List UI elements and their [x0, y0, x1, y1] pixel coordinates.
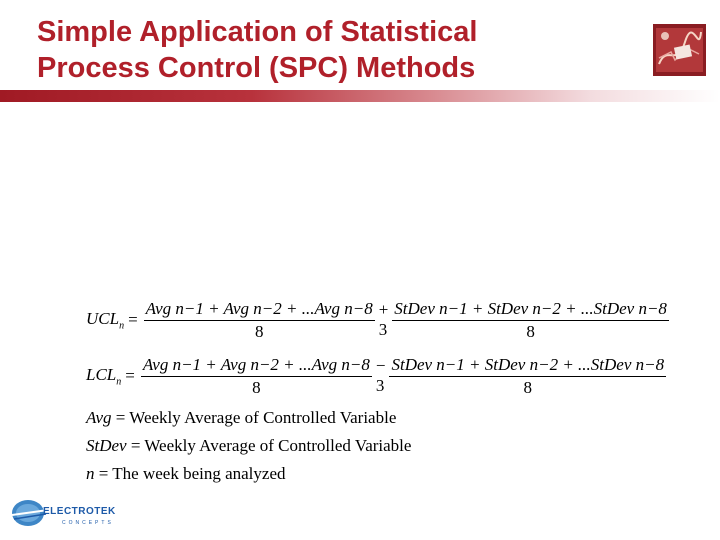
ucl-stdev-denominator: 8 — [526, 321, 535, 341]
spc-formula-block — [86, 292, 667, 488]
lcl-avg-denominator: 8 — [252, 377, 261, 397]
lcl-avg-fraction — [141, 354, 372, 399]
lcl-stdev-denominator: 8 — [523, 377, 533, 397]
lcl-stdev-numerator: StDev n−1 + StDev n−2 + ...StDev n−8 — [389, 354, 666, 377]
logo-brand-text: ELECTROTEK — [43, 506, 116, 517]
title-line-2: Process Control (SPC) Methods — [37, 52, 476, 84]
ucl-stdev-numerator: StDev n−1 + StDev n−2 + ...StDev n−8 — [392, 298, 669, 321]
definition-symbol: n — [86, 464, 95, 483]
equals-sign: = — [125, 366, 135, 385]
definition-text: = The week being analyzed — [94, 464, 286, 483]
lcl-avg-numerator: Avg n−1 + Avg n−2 + ...Avg n−8 — [141, 354, 372, 377]
ucl-avg-denominator: 8 — [254, 321, 264, 341]
ucl-equation — [86, 292, 667, 348]
definition-stdev — [86, 432, 646, 460]
logo-sub-text: CONCEPTS — [62, 520, 114, 526]
lcl-equation — [86, 348, 665, 404]
ucl-label: $UCL_n$ — [86, 308, 125, 332]
definition-n — [86, 460, 646, 488]
lcl-stdev-fraction — [389, 354, 666, 399]
definition-text: = Weekly Average of Controlled Variable — [111, 408, 397, 427]
lcl-operator: − 3 — [375, 356, 386, 395]
ucl-avg-numerator: Avg n−1 + Avg n−2 + ...Avg n−8 — [144, 298, 375, 321]
definition-text: = Weekly Average of Controlled Variable — [126, 436, 412, 455]
title-line-1: Simple Application of Statistical — [37, 16, 478, 48]
electrotek-logo — [10, 496, 125, 532]
title-divider — [0, 90, 720, 102]
ucl-operator: + 3 — [378, 300, 389, 339]
ucl-stdev-fraction — [392, 298, 669, 343]
definition-symbol: Avg — [86, 408, 112, 427]
report-thumbnail-icon — [653, 24, 706, 76]
equals-sign: = — [128, 310, 138, 329]
lcl-label: $LCL_n$ — [86, 364, 122, 388]
definition-symbol: StDev — [86, 436, 127, 455]
definition-avg — [86, 404, 646, 432]
slide-title — [37, 14, 597, 86]
ucl-avg-fraction — [144, 298, 375, 343]
